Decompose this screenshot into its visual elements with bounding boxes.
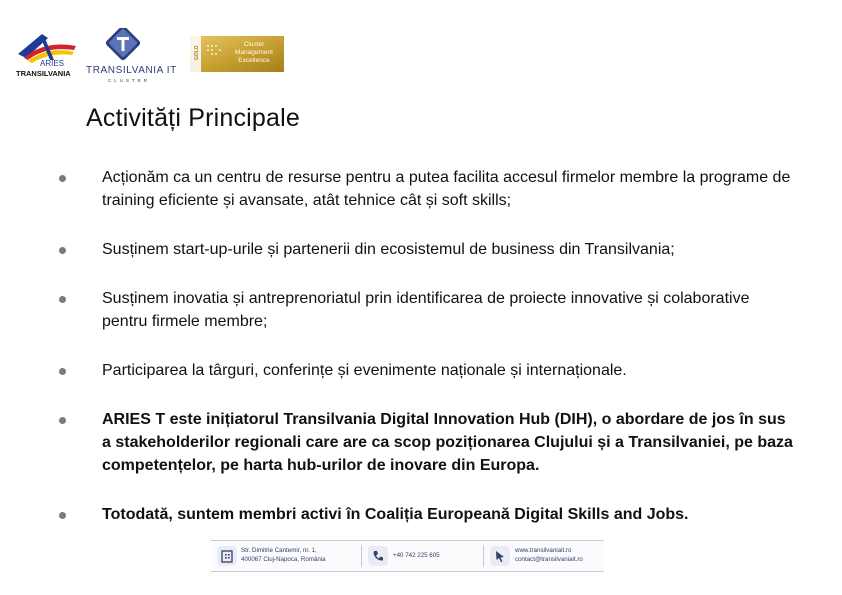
gold-badge-line3: Excellence [238,57,270,64]
list-item [56,503,796,526]
website-link[interactable]: www.transilvaniait.ro [515,547,572,554]
list-item [56,408,796,477]
transilvania-it-logo [84,28,176,84]
divider [483,545,484,567]
phone-number: +40 742 225 605 [393,552,440,559]
gold-badge-line2: Management [235,49,273,56]
bullet-icon [59,296,66,303]
aries-logo-mark [14,30,78,80]
transilvania-it-logo-sub: CLUSTER [108,78,151,83]
activities-list [56,166,796,526]
page-title: Activități Principale [86,104,301,132]
gold-badge-line1: Cluster [243,41,265,48]
gold-label-badge [190,36,284,72]
list-item-text: ARIES T este inițiatorul Transilvania Digital Innovation Hub (DIH), o abordare de jos în sus a stakeholderilor regionali care are ca scop poziționarea Clujului și a Transilvaniei, pe baza competențelor, pe harta hub-urilor de inovare din Europa. [102,411,793,474]
contact-web[interactable] [485,541,604,571]
transilvania-it-logo-mark [84,28,176,84]
bullet-icon [59,368,66,375]
list-item-text: Totodată, suntem membri activi în Coaliția Europeană Digital Skills and Jobs. [102,506,689,523]
contact-bar [211,540,604,572]
cursor-icon [490,546,510,566]
list-item [56,359,796,382]
aries-logo-name: ARIES [40,59,65,68]
contact-address [211,541,361,571]
list-item-text: Participarea la târguri, conferințe și evenimente naționale și internaționale. [102,362,627,379]
gold-badge-tag: GOLD [194,45,200,60]
address-line1: Str. Dimitrie Cantemir, nr. 1, [241,547,317,554]
aries-logo-sub: TRANSILVANIA [16,69,71,78]
list-item-text: Susținem inovatia și antreprenoriatul prin identificarea de proiecte innovative și colaborative pentru firmele membre; [102,290,750,330]
list-item-text: Susținem start-up-urile și partenerii din ecosistemul de business din Transilvania; [102,241,675,258]
list-item [56,166,796,212]
transilvania-it-logo-name: TRANSILVANIA IT [86,65,176,76]
building-icon [217,546,237,566]
address-line2: 400067 Cluj-Napoca, România [241,556,326,563]
divider [361,545,362,567]
contact-phone[interactable] [363,541,483,571]
bullet-icon [59,512,66,519]
list-item-text: Acționăm ca un centru de resurse pentru a putea facilita accesul firmelor membre la programe de training eficiente și avansate, atât tehnice cât și soft skills; [102,169,791,209]
list-item [56,238,796,261]
bullet-icon [59,247,66,254]
bullet-icon [59,175,66,182]
gold-label-badge-mark [190,36,284,72]
aries-logo [14,30,78,80]
phone-icon [368,546,388,566]
list-item [56,287,796,333]
email-link[interactable]: contact@transilvaniait.ro [515,556,583,563]
bullet-icon [59,417,66,424]
